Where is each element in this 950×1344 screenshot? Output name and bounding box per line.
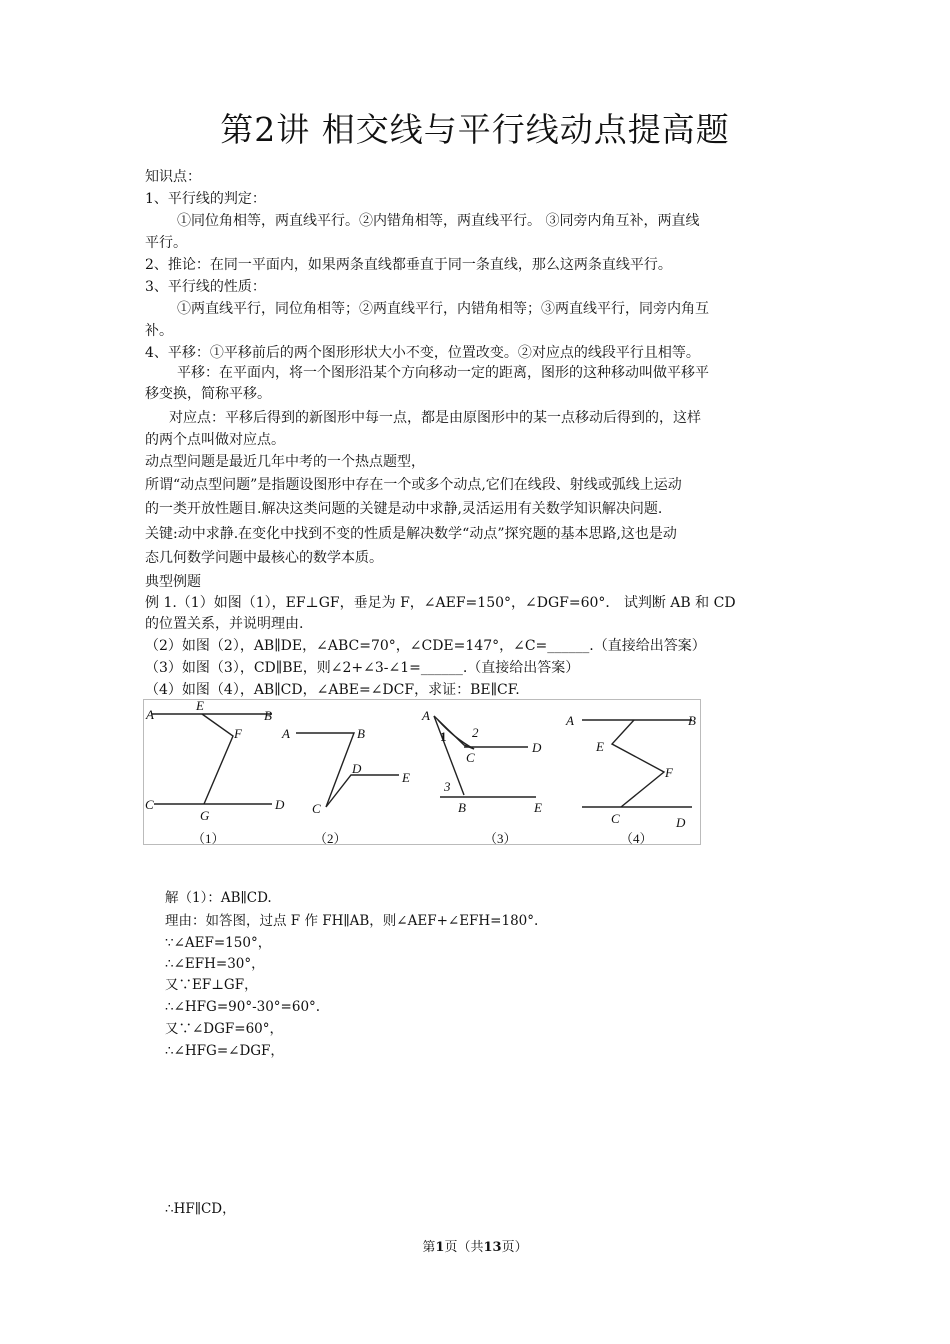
fig4-label-e: E [596, 739, 604, 754]
knowledge-line-10: 移变换，简称平移。 [145, 386, 271, 402]
fig1-label-d: D [275, 797, 285, 812]
knowledge-line-8: 4、平移：①平移前后的两个图形形状大小不变，位置改变。②对应点的线段平行且相等。 [145, 345, 700, 361]
fig2-label-b: B [357, 726, 365, 741]
page-title: 第2讲 相交线与平行线动点提高题 [220, 110, 730, 149]
knowledge-line-3: 平行。 [145, 235, 187, 251]
fig1-path-efg [202, 714, 233, 804]
example-line-3: （2）如图（2），AB∥DE，∠ABC=70°，∠CDE=147°，∠C=______.（直接给出答案） [145, 638, 706, 654]
solution-line-3: ∵∠AEF=150°， [165, 935, 272, 951]
solution-line-2: 理由：如答图，过点 F 作 FH∥AB，则∠AEF+∠EFH=180°. [165, 913, 539, 929]
solution-line-9: ∴HF∥CD， [165, 1201, 236, 1217]
fig1-label-a: A [146, 707, 154, 722]
fig2-label-e: E [402, 770, 410, 785]
knowledge-line-6: ①两直线平行，同位角相等；②两直线平行，内错角相等；③两直线平行，同旁内角互 [177, 301, 709, 317]
fig3-label-a: A [422, 708, 430, 723]
knowledge-line-12: 的两个点叫做对应点。 [145, 432, 285, 448]
knowledge-line-17: 态几何数学问题中最核心的数学本质。 [145, 550, 383, 566]
fig1-label-f: F [234, 726, 242, 741]
fig3-label-c: C [466, 750, 475, 765]
geometry-figures [144, 700, 702, 846]
footer-page-number: 1 [435, 1240, 445, 1255]
example-line-2: 的位置关系，并说明理由. [145, 616, 304, 632]
fig4-label-a: A [566, 713, 574, 728]
fig1-label-e: E [196, 700, 204, 713]
solution-line-8: ∴∠HFG=∠DGF， [165, 1043, 284, 1059]
fig4-path-efc [612, 720, 664, 807]
knowledge-line-14: 所谓“动点型问题”是指题设图形中存在一个或多个动点,它们在线段、射线或弧线上运动 [145, 477, 682, 493]
fig4-label-f: F [665, 765, 673, 780]
fig4-label-b: B [688, 713, 696, 728]
fig2-label-d: D [352, 761, 362, 776]
example-line-5: （4）如图（4），AB∥CD，∠ABE=∠DCF，求证：BE∥CF. [145, 682, 520, 698]
figure-box [143, 699, 701, 845]
fig3-label-3: 3 [444, 779, 451, 794]
fig1-label-b: B [264, 708, 272, 723]
fig2-label-a: A [282, 726, 290, 741]
fig3-label-e: E [534, 800, 542, 815]
footer-pre: 第 [422, 1240, 436, 1255]
knowledge-line-1: 1、平行线的判定： [145, 191, 266, 207]
fig1-label-c: C [145, 797, 154, 812]
knowledge-line-5: 3、平行线的性质： [145, 279, 266, 295]
solution-line-7: 又∵∠DGF=60°， [165, 1021, 284, 1037]
knowledge-line-7: 补。 [145, 323, 173, 339]
knowledge-line-4: 2、推论：在同一平面内，如果两条直线都垂直于同一条直线，那么这两条直线平行。 [145, 257, 672, 273]
fig1-caption: （1） [192, 831, 225, 846]
knowledge-line-16: 关键:动中求静.在变化中找到不变的性质是解决数学“动点”探究题的基本思路,这也是动 [145, 526, 677, 542]
knowledge-line-11: 对应点：平移后得到的新图形中每一点，都是由原图形中的某一点移动后得到的，这样 [169, 410, 701, 426]
example-line-4: （3）如图（3），CD∥BE，则∠2+∠3-∠1=______.（直接给出答案） [145, 660, 580, 676]
footer-total-pages: 13 [483, 1240, 502, 1255]
fig2-caption: （2） [314, 831, 347, 846]
examples-heading: 典型例题 [145, 574, 201, 590]
solution-line-6: ∴∠HFG=90°-30°=60°. [165, 999, 321, 1015]
knowledge-line-9: 平移：在平面内，将一个图形沿某个方向移动一定的距离，图形的这种移动叫做平移平 [177, 365, 709, 381]
footer-mid: 页（共 [444, 1240, 484, 1255]
fig4-caption: （4） [620, 831, 653, 846]
fig2-label-c: C [312, 801, 321, 816]
knowledge-line-15: 的一类开放性题目.解决这类问题的关键是动中求静,灵活运用有关数学知识解决问题. [145, 501, 663, 517]
fig3-label-d: D [532, 740, 542, 755]
page-footer [0, 1236, 950, 1255]
fig2-path [296, 733, 399, 807]
fig3-label-2: 2 [472, 725, 479, 740]
solution-line-1: 解（1）：AB∥CD. [165, 890, 272, 906]
fig3-label-1: 1 [440, 729, 447, 744]
fig3-caption: （3） [484, 831, 517, 846]
knowledge-heading: 知识点： [145, 169, 201, 185]
knowledge-line-2: ①同位角相等，两直线平行。②内错角相等，两直线平行。 ③同旁内角互补，两直线 [177, 213, 700, 229]
solution-line-5: 又∵EF⊥GF， [165, 977, 258, 993]
fig1-label-g: G [200, 808, 210, 823]
knowledge-line-13: 动点型问题是最近几年中考的一个热点题型， [145, 454, 425, 470]
fig4-label-c: C [611, 811, 620, 826]
footer-post: 页） [501, 1240, 528, 1255]
fig4-label-d: D [676, 815, 686, 830]
example-line-1: 例 1.（1）如图（1），EF⊥GF，垂足为 F，∠AEF=150°，∠DGF=60°． 试判断 AB 和 CD [145, 595, 736, 611]
fig3-label-b: B [458, 800, 466, 815]
solution-line-4: ∴∠EFH=30°， [165, 956, 265, 972]
